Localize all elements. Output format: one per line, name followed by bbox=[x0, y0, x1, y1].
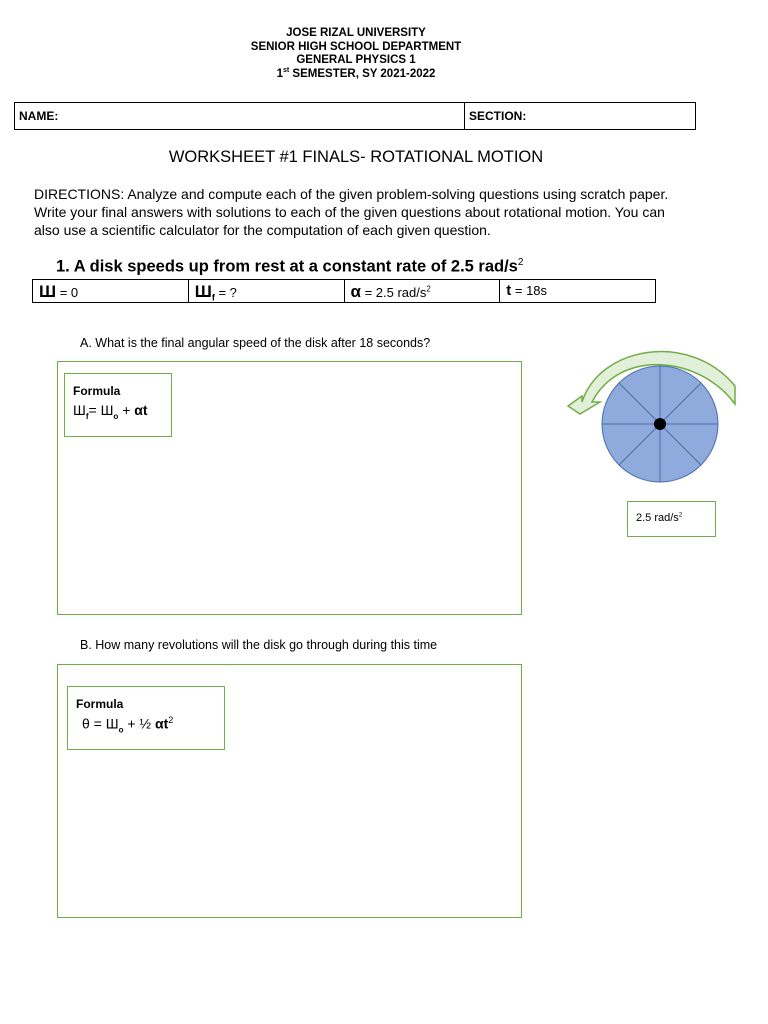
omega-f-symbol: Ш bbox=[194, 282, 212, 301]
given-initial-speed bbox=[33, 280, 189, 302]
initial-subscript: o bbox=[118, 725, 124, 735]
speed-label-exponent: 2 bbox=[678, 512, 683, 519]
half-term: + ½ bbox=[123, 715, 155, 732]
question-number: 1. bbox=[56, 257, 70, 276]
given-time bbox=[500, 280, 655, 302]
omega-symbol: Ш bbox=[39, 282, 57, 301]
student-info-table bbox=[14, 102, 696, 130]
speed-label-text: 2.5 rad/s bbox=[636, 512, 679, 524]
time-value: = 18s bbox=[511, 283, 548, 298]
question-1 bbox=[56, 257, 523, 277]
disk-center-icon bbox=[654, 418, 666, 430]
header-department: SENIOR HIGH SCHOOL DEPARTMENT bbox=[250, 40, 462, 53]
formula-equation bbox=[82, 715, 224, 734]
final-subscript: f bbox=[85, 411, 89, 421]
rotating-disk-illustration bbox=[560, 336, 750, 486]
worksheet-title: WORKSHEET #1 FINALS- ROTATIONAL MOTION bbox=[168, 148, 544, 166]
question-text: A disk speeds up from rest at a constant rate of 2.5 rad/s bbox=[73, 257, 518, 276]
alpha-symbol: α bbox=[350, 282, 361, 301]
directions-text: DIRECTIONS: Analyze and compute each of the given problem-solving questions using scratch paper. Write your final answers with solutions to each of the given questions about rotational motion. You can also use a scientific calculator for the computation of each given question. bbox=[34, 186, 669, 238]
initial-subscript: o bbox=[113, 411, 119, 421]
equals-omega: = Ш bbox=[88, 402, 114, 418]
semester-ordinal: st bbox=[283, 66, 290, 74]
acceleration-exponent: 2 bbox=[426, 284, 431, 294]
question-exponent: 2 bbox=[517, 257, 524, 268]
semester-number: 1 bbox=[276, 67, 283, 80]
part-b-question: B. How many revolutions will the disk go through during this time bbox=[80, 638, 438, 652]
header-semester bbox=[0, 68, 712, 82]
formula-label: Formula bbox=[76, 697, 124, 711]
given-values-table bbox=[32, 279, 656, 303]
section-field[interactable]: SECTION: bbox=[469, 109, 527, 123]
part-a-question: A. What is the final angular speed of the disk after 18 seconds? bbox=[80, 336, 431, 350]
final-subscript: f bbox=[211, 292, 215, 303]
header-subject: GENERAL PHYSICS 1 bbox=[296, 54, 416, 66]
formula-label: Formula bbox=[73, 384, 121, 398]
angular-acceleration-label bbox=[627, 501, 716, 537]
omega-symbol: Ш bbox=[73, 402, 86, 418]
given-final-speed bbox=[189, 280, 345, 302]
part-a-formula-box bbox=[64, 373, 172, 437]
time-symbol: t bbox=[506, 282, 512, 299]
alpha-t-term: αt bbox=[134, 402, 148, 418]
school-header bbox=[0, 27, 712, 81]
alpha-t-term: αt bbox=[155, 715, 169, 732]
plus-sign: + bbox=[118, 402, 135, 418]
squared-exponent: 2 bbox=[168, 715, 174, 725]
initial-speed-value: = 0 bbox=[56, 285, 79, 300]
name-field[interactable]: NAME: bbox=[15, 103, 465, 129]
given-acceleration bbox=[345, 280, 501, 302]
final-speed-value: = ? bbox=[214, 285, 237, 300]
semester-text: SEMESTER, SY 2021-2022 bbox=[289, 67, 436, 80]
part-b-formula-box bbox=[67, 686, 225, 750]
theta-equals-omega: θ = Ш bbox=[82, 715, 119, 732]
formula-equation bbox=[73, 402, 171, 421]
header-university: JOSE RIZAL UNIVERSITY bbox=[286, 27, 426, 39]
acceleration-value: = 2.5 rad/s bbox=[360, 285, 427, 300]
